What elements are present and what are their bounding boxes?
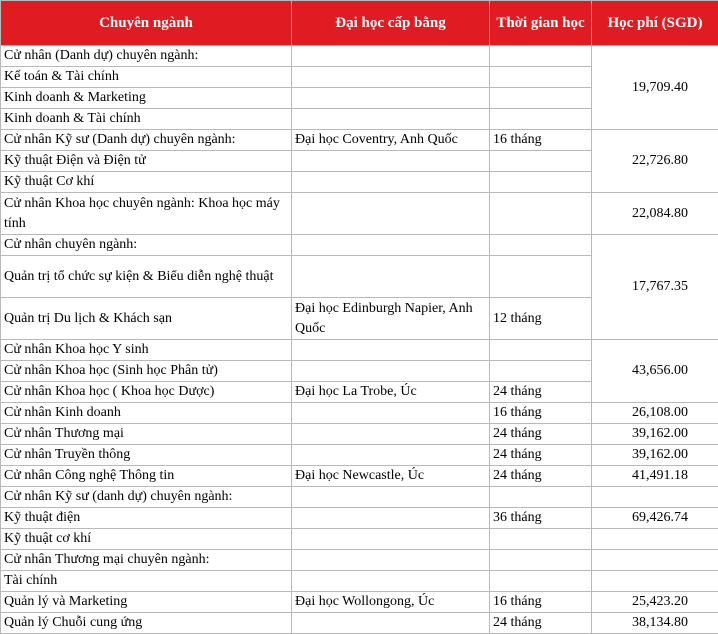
duration-cell	[490, 487, 592, 508]
fee-cell: 19,709.40	[592, 46, 718, 130]
university-cell: Đại học Newcastle, Úc	[292, 466, 490, 487]
major-cell: Kỹ thuật cơ khí	[1, 529, 292, 550]
header-university: Đại học cấp bằng	[292, 1, 490, 46]
university-cell	[292, 487, 490, 508]
fee-cell: 25,423.20	[592, 592, 718, 613]
major-cell: Cử nhân Thương mại chuyên ngành:	[1, 550, 292, 571]
fee-cell: 26,108.00	[592, 403, 718, 424]
duration-cell: 16 tháng	[490, 130, 592, 151]
fee-cell: 17,767.35	[592, 235, 718, 340]
fee-cell: 43,656.00	[592, 340, 718, 403]
major-cell: Kỹ thuật điện	[1, 508, 292, 529]
major-cell: Cử nhân Khoa học ( Khoa học Dược)	[1, 382, 292, 403]
major-cell: Kỹ thuật Cơ khí	[1, 172, 292, 193]
major-cell: Quản lý và Marketing	[1, 592, 292, 613]
fee-cell: 22,726.80	[592, 130, 718, 193]
table-row	[1, 193, 718, 235]
university-cell	[292, 46, 490, 67]
table-row	[1, 340, 718, 361]
fee-cell: 69,426.74	[592, 508, 718, 529]
table-row	[1, 466, 718, 487]
duration-cell	[490, 109, 592, 130]
table-row	[1, 130, 718, 151]
university-cell	[292, 550, 490, 571]
university-cell	[292, 571, 490, 592]
university-cell	[292, 424, 490, 445]
major-cell: Quản trị tổ chức sự kiện & Biểu diễn nghệ thuật	[1, 256, 292, 298]
fee-cell	[592, 487, 718, 508]
fee-cell: 22,084.80	[592, 193, 718, 235]
university-cell	[292, 340, 490, 361]
table-row	[1, 403, 718, 424]
fee-cell: 41,491.18	[592, 466, 718, 487]
duration-cell	[490, 46, 592, 67]
duration-cell: 36 tháng	[490, 508, 592, 529]
header-row	[1, 1, 718, 46]
major-cell: Kinh doanh & Tài chính	[1, 109, 292, 130]
table-row	[1, 613, 718, 634]
major-cell: Cử nhân Kỹ sư (danh dự) chuyên ngành:	[1, 487, 292, 508]
duration-cell	[490, 88, 592, 109]
duration-cell	[490, 550, 592, 571]
major-cell: Cử nhân Khoa học Y sinh	[1, 340, 292, 361]
duration-cell: 16 tháng	[490, 592, 592, 613]
duration-cell	[490, 67, 592, 88]
university-cell	[292, 88, 490, 109]
university-cell	[292, 235, 490, 256]
header-major: Chuyên ngành	[1, 1, 292, 46]
major-cell: Cử nhân Kỹ sư (Danh dự) chuyên ngành:	[1, 130, 292, 151]
fee-cell: 39,162.00	[592, 445, 718, 466]
major-cell: Tài chính	[1, 571, 292, 592]
table-row	[1, 235, 718, 256]
duration-cell	[490, 193, 592, 235]
table-row	[1, 487, 718, 508]
header-fee: Học phí (SGD)	[592, 1, 718, 46]
fee-cell	[592, 571, 718, 592]
major-cell: Quản trị Du lịch & Khách sạn	[1, 298, 292, 340]
university-cell	[292, 361, 490, 382]
university-cell	[292, 172, 490, 193]
duration-cell	[490, 172, 592, 193]
major-cell: Cử nhân (Danh dự) chuyên ngành:	[1, 46, 292, 67]
table-row	[1, 529, 718, 550]
university-cell	[292, 508, 490, 529]
major-cell: Cử nhân Khoa học (Sinh học Phân tử)	[1, 361, 292, 382]
university-cell	[292, 151, 490, 172]
table-row	[1, 592, 718, 613]
university-cell: Đại học Coventry, Anh Quốc	[292, 130, 490, 151]
duration-cell	[490, 151, 592, 172]
major-cell: Kỹ thuật Điện và Điện tử	[1, 151, 292, 172]
duration-cell: 24 tháng	[490, 424, 592, 445]
fee-cell: 38,134.80	[592, 613, 718, 634]
university-cell	[292, 445, 490, 466]
duration-cell: 24 tháng	[490, 382, 592, 403]
university-cell	[292, 256, 490, 298]
duration-cell	[490, 340, 592, 361]
major-cell: Cử nhân Truyền thông	[1, 445, 292, 466]
table-row	[1, 46, 718, 67]
fee-cell	[592, 529, 718, 550]
duration-cell	[490, 529, 592, 550]
university-cell	[292, 67, 490, 88]
duration-cell	[490, 235, 592, 256]
university-cell	[292, 403, 490, 424]
duration-cell: 16 tháng	[490, 403, 592, 424]
duration-cell: 24 tháng	[490, 613, 592, 634]
major-cell: Kinh doanh & Marketing	[1, 88, 292, 109]
university-cell	[292, 193, 490, 235]
fee-cell: 39,162.00	[592, 424, 718, 445]
university-cell	[292, 109, 490, 130]
duration-cell	[490, 361, 592, 382]
university-cell	[292, 529, 490, 550]
major-cell: Quản lý Chuỗi cung ứng	[1, 613, 292, 634]
duration-cell: 24 tháng	[490, 466, 592, 487]
header-duration: Thời gian học	[490, 1, 592, 46]
table-row	[1, 550, 718, 571]
major-cell: Cử nhân chuyên ngành:	[1, 235, 292, 256]
duration-cell	[490, 571, 592, 592]
university-cell: Đại học La Trobe, Úc	[292, 382, 490, 403]
major-cell: Cử nhân Thương mại	[1, 424, 292, 445]
duration-cell: 24 tháng	[490, 445, 592, 466]
major-cell: Cử nhân Khoa học chuyên ngành: Khoa học máy tính	[1, 193, 292, 235]
major-cell: Cử nhân Công nghệ Thông tin	[1, 466, 292, 487]
major-cell: Cử nhân Kinh doanh	[1, 403, 292, 424]
university-cell: Đại học Wollongong, Úc	[292, 592, 490, 613]
duration-cell	[490, 256, 592, 298]
table-row	[1, 571, 718, 592]
university-cell	[292, 613, 490, 634]
duration-cell: 12 tháng	[490, 298, 592, 340]
university-cell: Đại học Edinburgh Napier, Anh Quốc	[292, 298, 490, 340]
table-row	[1, 508, 718, 529]
table-row	[1, 424, 718, 445]
major-cell: Kế toán & Tài chính	[1, 67, 292, 88]
fee-cell	[592, 550, 718, 571]
table-row	[1, 445, 718, 466]
